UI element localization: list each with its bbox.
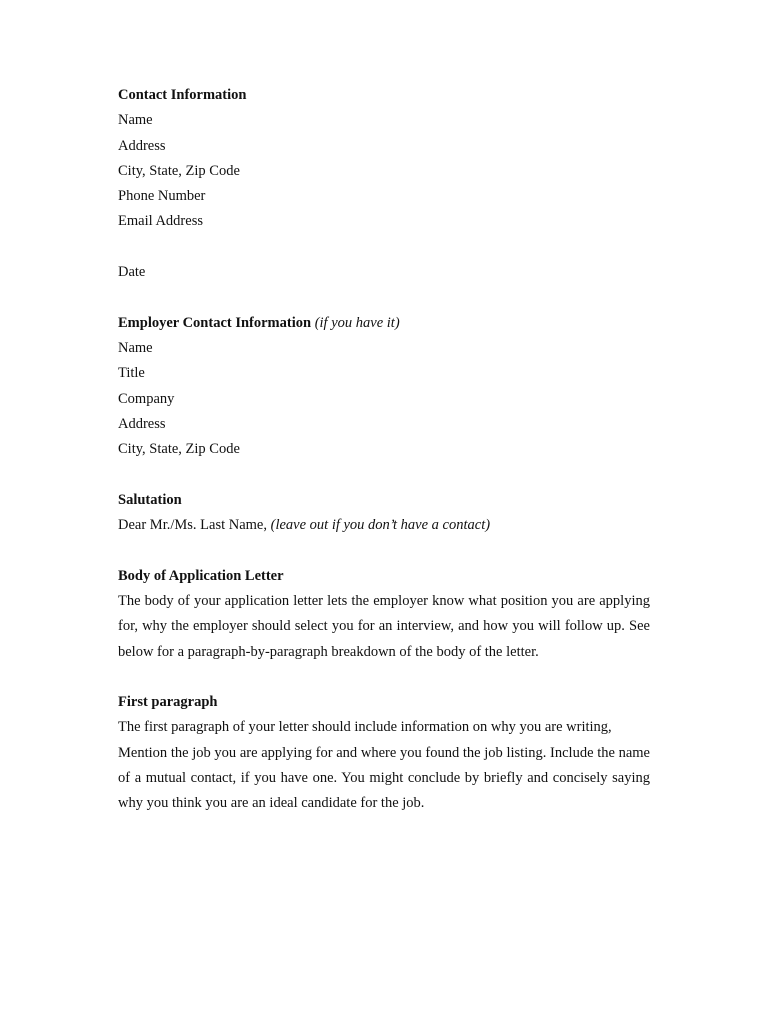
salutation-text: Dear Mr./Ms. Last Name,	[118, 517, 267, 534]
employer-heading-line	[118, 311, 650, 336]
spacer	[118, 235, 650, 260]
body-line: for, why the employer should select you for an interview, and how you will follow up. See	[118, 618, 650, 635]
salutation-section	[118, 488, 650, 539]
contact-section	[118, 83, 650, 235]
body-paragraph	[118, 589, 650, 665]
employer-name: Name	[118, 339, 153, 356]
contact-address: Address	[118, 137, 166, 154]
employer-title: Title	[118, 365, 145, 382]
contact-name: Name	[118, 112, 153, 129]
spacer	[118, 538, 650, 563]
body-section	[118, 564, 650, 665]
first-paragraph-line: The first paragraph of your letter should include information on why you are writing,	[118, 719, 612, 736]
first-paragraph-text	[118, 715, 650, 816]
body-heading: Body of Application Letter	[118, 567, 284, 584]
salutation-heading: Salutation	[118, 491, 182, 508]
date-line: Date	[118, 264, 146, 281]
first-paragraph-line: why you think you are an ideal candidate for the job.	[118, 795, 425, 812]
employer-section	[118, 311, 650, 463]
employer-note: (if you have it)	[314, 314, 400, 331]
employer-company: Company	[118, 390, 175, 407]
salutation-note: (leave out if you don’t have a contact)	[270, 517, 491, 534]
employer-heading: Employer Contact Information	[118, 314, 312, 331]
spacer	[118, 462, 650, 487]
contact-heading: Contact Information	[118, 87, 247, 103]
spacer	[118, 285, 650, 310]
first-paragraph-section	[118, 690, 650, 816]
body-line: The body of your application letter lets the employer know what position you are applying	[118, 592, 650, 609]
first-paragraph-heading: First paragraph	[118, 694, 218, 711]
contact-email: Email Address	[118, 213, 203, 230]
employer-address: Address	[118, 415, 166, 432]
contact-city-state-zip: City, State, Zip Code	[118, 162, 240, 179]
letter-template	[118, 83, 650, 817]
spacer	[118, 665, 650, 690]
first-paragraph-line: Mention the job you are applying for and where you found the job listing. Include the name	[118, 744, 650, 761]
body-line: below for a paragraph-by-paragraph breakdown of the body of the letter.	[118, 643, 539, 660]
contact-phone: Phone Number	[118, 188, 206, 205]
salutation-line	[118, 513, 650, 538]
employer-city-state-zip: City, State, Zip Code	[118, 441, 240, 458]
first-paragraph-line: of a mutual contact, if you have one. You might conclude by briefly and concisely saying	[118, 770, 650, 787]
